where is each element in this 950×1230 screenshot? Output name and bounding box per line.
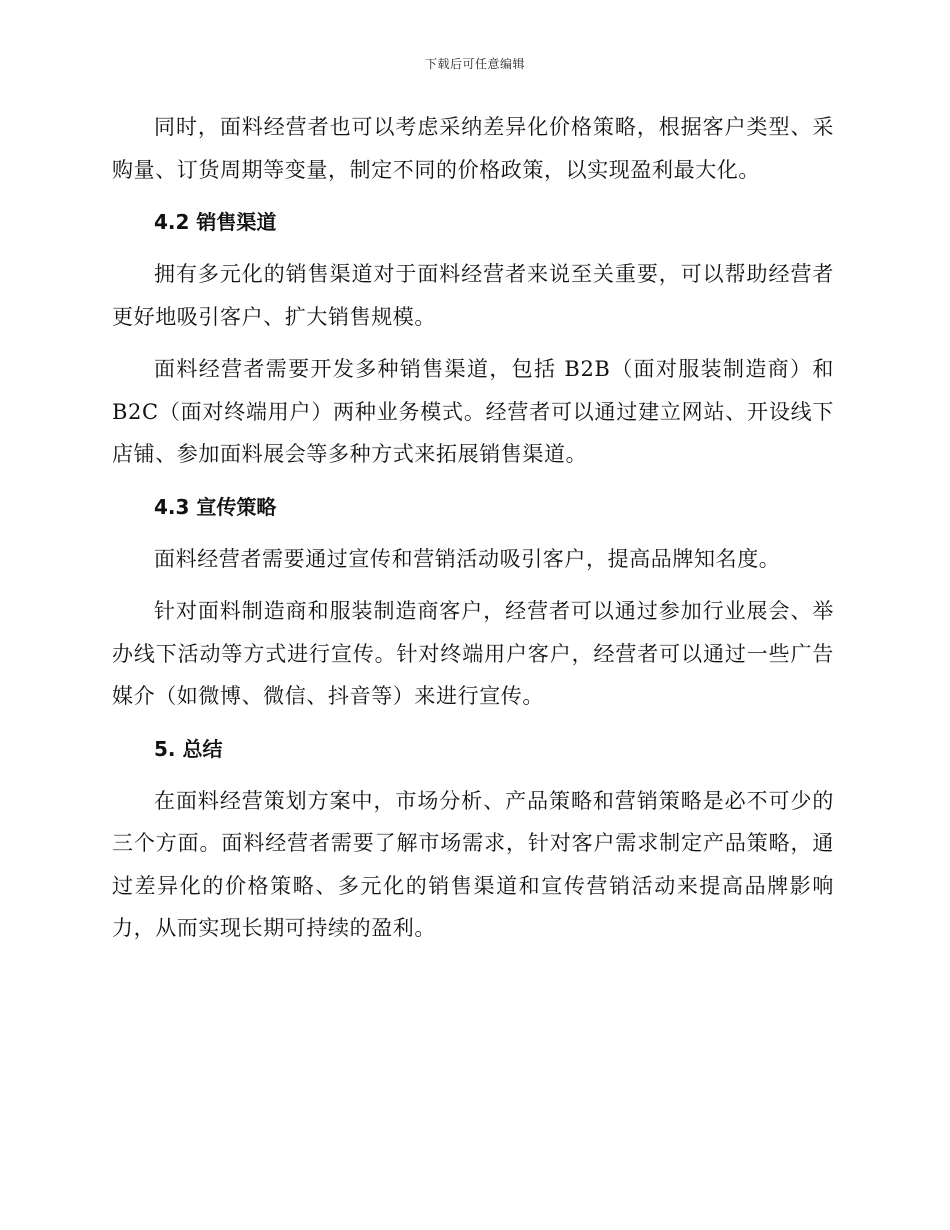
heading-summary: 5. 总结 <box>154 736 223 761</box>
paragraph-summary: 在面料经营策划方案中，市场分析、产品策略和营销策略是必不可少的三个方面。面料经营者需要了解市场需求，针对客户需求制定产品策略，通过差异化的价格策略、多元化的销售渠道和宣传营销活动来提高品牌影响力，从而实现长期可持续的盈利。 <box>112 788 834 940</box>
paragraph-pricing-strategy: 同时，面料经营者也可以考虑采纳差异化价格策略，根据客户类型、采购量、订货周期等变量，制定不同的价格政策，以实现盈利最大化。 <box>112 115 834 182</box>
document-body <box>112 106 834 950</box>
paragraph-channels-development: 面料经营者需要开发多种销售渠道，包括 B2B（面对服装制造商）和 B2C（面对终端用户）两种业务模式。经营者可以通过建立网站、开设线下店铺、参加面料展会等多种方式来拓展销售渠道。 <box>112 357 834 466</box>
paragraph-promotion-methods: 针对面料制造商和服装制造商客户，经营者可以通过参加行业展会、举办线下活动等方式进行宣传。针对终端用户客户，经营者可以通过一些广告媒介（如微博、微信、抖音等）来进行宣传。 <box>112 599 834 708</box>
paragraph-channels-importance: 拥有多元化的销售渠道对于面料经营者来说至关重要，可以帮助经营者更好地吸引客户、扩大销售规模。 <box>112 262 834 329</box>
paragraph-promotion-intro: 面料经营者需要通过宣传和营销活动吸引客户，提高品牌知名度。 <box>154 546 781 571</box>
heading-sales-channels: 4.2 销售渠道 <box>154 210 277 234</box>
header-note: 下载后可任意编辑 <box>424 57 525 71</box>
heading-promotion-strategy: 4.3 宣传策略 <box>154 494 277 519</box>
